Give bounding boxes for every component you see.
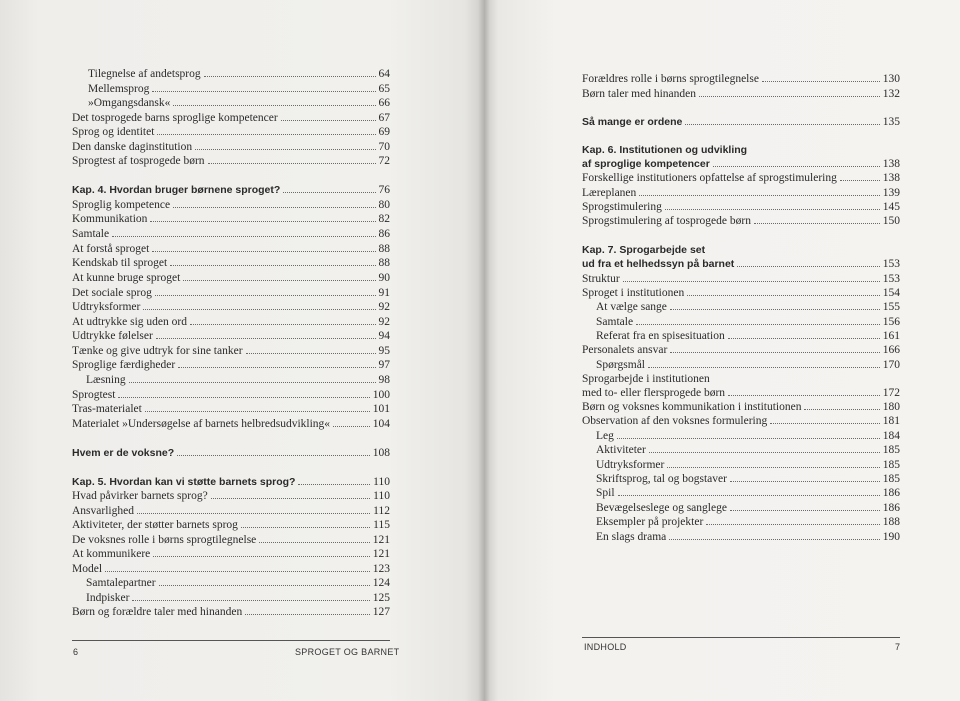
toc-entry [72, 562, 390, 576]
toc-entry-page: 132 [882, 88, 900, 100]
toc-entry [72, 504, 390, 518]
dot-leader [298, 475, 370, 485]
dot-leader [685, 115, 879, 125]
dot-leader [706, 515, 879, 525]
toc-entry [88, 67, 390, 81]
dot-leader [153, 547, 370, 557]
dot-leader [840, 171, 880, 181]
toc-entry-label: Sprogstimulering [582, 201, 662, 213]
toc-entry-page: 64 [378, 68, 390, 80]
toc-entry [582, 386, 900, 400]
toc-entry-page: 92 [378, 301, 390, 313]
toc-entry-page: 123 [372, 563, 390, 575]
dot-leader [208, 154, 376, 164]
toc-entry-label: Den danske daginstitution [72, 141, 193, 153]
toc-entry-label: Kendskab til sproget [72, 257, 168, 269]
toc-entry-label: Læreplanen [582, 187, 637, 199]
toc-entry-page: 188 [882, 516, 900, 528]
toc-entry [582, 87, 900, 101]
toc-entry [88, 96, 390, 110]
toc-entry-label: At udtrykke sig uden ord [72, 316, 187, 328]
toc-entry-page: 154 [882, 287, 900, 299]
toc-entry-label: At kunne bruge sproget [72, 272, 181, 284]
toc-entry [72, 242, 390, 256]
dot-leader [152, 82, 375, 92]
toc-entry [72, 111, 390, 125]
dot-leader [281, 111, 376, 121]
dot-leader [112, 227, 375, 237]
toc-entry [88, 82, 390, 96]
toc-entry-page: 127 [372, 606, 390, 618]
dot-leader [190, 315, 376, 325]
toc-entry [72, 475, 390, 489]
toc-entry-label: At vælge sange [596, 301, 667, 313]
chapter-heading: af sproglige kompetencer [582, 158, 710, 170]
toc-entry-label: Det tosprogede barns sproglige kompetencer [72, 112, 278, 124]
toc-entry-page: 186 [882, 487, 900, 499]
dot-leader [259, 533, 369, 543]
toc-entry [72, 446, 390, 460]
toc-entry-page: 161 [882, 330, 900, 342]
toc-entry-page: 108 [372, 447, 390, 459]
toc-entry-page: 130 [882, 73, 900, 85]
toc-entry-page: 67 [378, 112, 390, 124]
toc-entry-page: 166 [882, 344, 900, 356]
toc-entry-label: Børn og forældre taler med hinanden [72, 606, 243, 618]
dot-leader [159, 576, 370, 586]
toc-entry-label: Aktiviteter, der støtter barnets sprog [72, 519, 238, 531]
toc-entry [582, 171, 900, 185]
toc-entry-label: Tænke og give udtryk for sine tanker [72, 345, 243, 357]
toc-entry [72, 212, 390, 226]
toc-entry [72, 227, 390, 241]
toc-entry-page: 72 [378, 155, 390, 167]
toc-entry [72, 605, 390, 619]
toc-entry-page: 90 [378, 272, 390, 284]
toc-entry [596, 472, 900, 486]
dot-leader [170, 256, 375, 266]
toc-entry-label: Eksempler på projekter [596, 516, 704, 528]
running-title-left: SPROGET OG BARNET [295, 647, 400, 657]
toc-entry-page: 82 [378, 213, 390, 225]
toc-entry-page: 88 [378, 257, 390, 269]
toc-entry-label: Aktiviteter [596, 444, 646, 456]
dot-leader [730, 501, 880, 511]
toc-entry [582, 200, 900, 214]
toc-entry-label: Tilegnelse af andetsprog [88, 68, 201, 80]
dot-leader [132, 591, 369, 601]
toc-entry-label: Børn taler med hinanden [582, 88, 697, 100]
toc-entry-label: Leg [596, 430, 614, 442]
running-title-right: INDHOLD [584, 642, 627, 652]
toc-entry-page: 98 [378, 374, 390, 386]
toc-entry-label: »Omgangsdansk« [88, 97, 171, 109]
dot-leader [173, 96, 375, 106]
toc-entry-label: Tras-materialet [72, 403, 142, 415]
toc-entry [582, 72, 900, 86]
dot-leader [129, 373, 376, 383]
toc-entry-label: Hvad påvirker barnets sprog? [72, 490, 208, 502]
toc-entry-label: At forstå sproget [72, 243, 150, 255]
dot-leader [699, 87, 880, 97]
toc-entry-page: 80 [378, 199, 390, 211]
toc-entry [86, 373, 390, 387]
dot-leader [105, 562, 370, 572]
toc-entry [582, 400, 900, 414]
toc-entry-label: Spørgsmål [596, 359, 645, 371]
toc-entry [86, 591, 390, 605]
toc-entry [582, 243, 900, 257]
toc-entry-page: 153 [882, 273, 900, 285]
toc-entry [596, 486, 900, 500]
toc-entry [582, 115, 900, 129]
dot-leader [241, 518, 370, 528]
dot-leader [618, 486, 880, 496]
toc-entry-page: 184 [882, 430, 900, 442]
toc-entry-label: Udtryksformer [596, 459, 665, 471]
toc-entry-page: 185 [882, 459, 900, 471]
toc-entry [596, 329, 900, 343]
dot-leader [687, 286, 880, 296]
toc-entry-page: 66 [378, 97, 390, 109]
dot-leader [137, 504, 370, 514]
dot-leader [639, 186, 879, 196]
toc-entry [596, 515, 900, 529]
dot-leader [156, 329, 376, 339]
dot-leader [195, 140, 375, 150]
toc-entry-page: 138 [882, 158, 900, 170]
dot-leader [118, 388, 369, 398]
toc-entry-page: 92 [378, 316, 390, 328]
toc-entry [582, 286, 900, 300]
toc-entry-page: 110 [373, 476, 390, 488]
right-page [484, 0, 960, 701]
footer-rule-right [582, 637, 900, 638]
toc-entry [72, 183, 390, 197]
toc-entry [582, 414, 900, 428]
toc-entry [596, 300, 900, 314]
toc-entry [596, 443, 900, 457]
toc-entry [582, 157, 900, 171]
toc-entry-label: Bevægelseslege og sanglege [596, 502, 727, 514]
dot-leader [649, 443, 880, 453]
toc-entry-label: Kommunikation [72, 213, 148, 225]
toc-entry-page: 121 [372, 548, 390, 560]
toc-entry [596, 358, 900, 372]
dot-leader [770, 414, 880, 424]
toc-entry [582, 372, 900, 386]
toc-entry [72, 315, 390, 329]
toc-entry-page: 181 [882, 415, 900, 427]
toc-entry-page: 91 [378, 287, 390, 299]
toc-entry-page: 156 [882, 316, 900, 328]
toc-entry-page: 95 [378, 345, 390, 357]
toc-entry-page: 110 [373, 490, 390, 502]
toc-entry-page: 69 [378, 126, 390, 138]
toc-entry [582, 143, 900, 157]
toc-entry-label: Sproget i institutionen [582, 287, 685, 299]
toc-entry-label: At kommunikere [72, 548, 151, 560]
dot-leader [804, 400, 879, 410]
dot-leader [245, 605, 370, 615]
dot-leader [713, 157, 880, 167]
toc-entry [72, 140, 390, 154]
toc-entry [582, 272, 900, 286]
toc-entry-label: Sprogarbejde i institutionen [582, 373, 710, 385]
toc-entry-page: 139 [882, 187, 900, 199]
dot-leader [246, 344, 376, 354]
dot-leader [737, 257, 879, 267]
dot-leader [728, 386, 880, 396]
dot-leader [623, 272, 880, 282]
chapter-heading: Kap. 5. Hvordan kan vi støtte barnets sprog? [72, 476, 296, 488]
dot-leader [177, 446, 370, 456]
toc-entry-page: 186 [882, 502, 900, 514]
toc-entry [72, 489, 390, 503]
toc-entry-label: Børn og voksnes kommunikation i institutionen [582, 401, 802, 413]
toc-entry [72, 402, 390, 416]
chapter-heading: Så mange er ordene [582, 116, 683, 128]
toc-entry-label: Indpisker [86, 592, 130, 604]
toc-entry-page: 112 [373, 505, 390, 517]
toc-entry-label: Udtrykke følelser [72, 330, 153, 342]
toc-entry-page: 94 [378, 330, 390, 342]
toc-entry-page: 88 [378, 243, 390, 255]
toc-entry-page: 121 [372, 534, 390, 546]
toc-entry [582, 257, 900, 271]
dot-leader [178, 358, 375, 368]
toc-entry-label: Model [72, 563, 103, 575]
toc-entry-label: Forskellige institutioners opfattelse af sprogstimulering [582, 172, 837, 184]
toc-entry-page: 138 [882, 172, 900, 184]
toc-entry-page: 86 [378, 228, 390, 240]
toc-entry [72, 271, 390, 285]
toc-entry [72, 388, 390, 402]
toc-entry [72, 256, 390, 270]
dot-leader [283, 183, 375, 193]
toc-entry-page: 185 [882, 444, 900, 456]
toc-entry [596, 458, 900, 472]
toc-entry [596, 501, 900, 515]
toc-entry-page: 125 [372, 592, 390, 604]
toc-entry [582, 186, 900, 200]
toc-entry-label: Forældres rolle i børns sprogtilegnelse [582, 73, 759, 85]
dot-leader [762, 72, 880, 82]
toc-entry-page: 172 [882, 387, 900, 399]
dot-leader [150, 212, 375, 222]
toc-entry-label: Samtalepartner [86, 577, 156, 589]
toc-entry [596, 315, 900, 329]
toc-entry-page: 185 [882, 473, 900, 485]
dot-leader [183, 271, 375, 281]
toc-entry [72, 547, 390, 561]
toc-entry [72, 125, 390, 139]
toc-entry-label: De voksnes rolle i børns sprogtilegnelse [72, 534, 257, 546]
toc-entry-page: 170 [882, 359, 900, 371]
toc-entry-label: Sproglige færdigheder [72, 359, 176, 371]
dot-leader [143, 300, 375, 310]
toc-entry-page: 153 [882, 258, 900, 270]
toc-entry [596, 429, 900, 443]
dot-leader [670, 300, 880, 310]
dot-leader [157, 125, 375, 135]
dot-leader [204, 67, 376, 77]
dot-leader [667, 458, 879, 468]
toc-entry-page: 65 [378, 83, 390, 95]
chapter-heading: Hvem er de voksne? [72, 447, 175, 459]
toc-entry-label: Skriftsprog, tal og bogstaver [596, 473, 727, 485]
dot-leader [152, 242, 375, 252]
chapter-heading: ud fra et helhedssyn på barnet [582, 258, 735, 270]
toc-entry [72, 358, 390, 372]
toc-entry-page: 100 [372, 389, 390, 401]
toc-entry-page: 145 [882, 201, 900, 213]
toc-entry-label: Sproglig kompetence [72, 199, 171, 211]
dot-leader [617, 429, 880, 439]
toc-entry-page: 124 [372, 577, 390, 589]
toc-entry-page: 190 [882, 531, 900, 543]
dot-leader [670, 343, 879, 353]
book-spine [478, 0, 490, 701]
toc-entry-label: En slags drama [596, 531, 667, 543]
toc-entry [72, 518, 390, 532]
toc-entry-page: 70 [378, 141, 390, 153]
dot-leader [669, 530, 879, 540]
chapter-heading: Kap. 6. Institutionen og udvikling [582, 144, 748, 156]
toc-entry [72, 300, 390, 314]
toc-entry-page: 76 [378, 184, 390, 196]
toc-entry [72, 286, 390, 300]
dot-leader [211, 489, 370, 499]
toc-entry [582, 214, 900, 228]
dot-leader [730, 472, 880, 482]
toc-entry-label: Udtryksformer [72, 301, 141, 313]
toc-entry-page: 97 [378, 359, 390, 371]
toc-entry-page: 150 [882, 215, 900, 227]
page-number-left: 6 [73, 647, 79, 657]
chapter-heading: Kap. 7. Sprogarbejde set [582, 244, 706, 256]
toc-entry-label: Samtale [72, 228, 110, 240]
toc-entry-label: Struktur [582, 273, 620, 285]
toc-entry [72, 154, 390, 168]
toc-entry [72, 344, 390, 358]
dot-leader [333, 417, 370, 427]
toc-entry-label: med to- eller flersprogede børn [582, 387, 726, 399]
dot-leader [648, 358, 880, 368]
toc-entry [86, 576, 390, 590]
toc-entry-page: 101 [372, 403, 390, 415]
chapter-heading: Kap. 4. Hvordan bruger børnene sproget? [72, 184, 281, 196]
toc-entry [72, 417, 390, 431]
toc-entry-page: 155 [882, 301, 900, 313]
toc-entry-label: Mellemsprog [88, 83, 150, 95]
toc-entry-page: 135 [882, 116, 900, 128]
toc-entry-page: 115 [373, 519, 390, 531]
toc-entry-label: Observation af den voksnes formulering [582, 415, 768, 427]
toc-entry-label: Læsning [86, 374, 126, 386]
footer-rule-left [72, 640, 390, 641]
dot-leader [636, 315, 880, 325]
dot-leader [145, 402, 370, 412]
toc-entry-page: 104 [372, 418, 390, 430]
toc-entry [582, 343, 900, 357]
toc-entry-label: Referat fra en spisesituation [596, 330, 725, 342]
dot-leader [754, 214, 880, 224]
toc-entry-label: Samtale [596, 316, 634, 328]
toc-entry-label: Det sociale sprog [72, 287, 152, 299]
dot-leader [665, 200, 880, 210]
toc-entry-label: Sprog og identitet [72, 126, 155, 138]
toc-entry [72, 329, 390, 343]
dot-leader [155, 286, 376, 296]
toc-entry-label: Sprogstimulering af tosprogede børn [582, 215, 751, 227]
dot-leader [173, 198, 375, 208]
toc-entry-label: Spil [596, 487, 615, 499]
toc-entry [72, 533, 390, 547]
toc-entry [72, 198, 390, 212]
toc-entry-label: Ansvarlighed [72, 505, 134, 517]
page-number-right: 7 [895, 642, 901, 652]
toc-entry-label: Sprogtest af tosprogede børn [72, 155, 205, 167]
toc-entry [596, 530, 900, 544]
toc-entry-label: Sprogtest [72, 389, 116, 401]
toc-entry-page: 180 [882, 401, 900, 413]
toc-entry-label: Materialet »Undersøgelse af barnets helbredsudvikling« [72, 418, 331, 430]
dot-leader [728, 329, 880, 339]
toc-entry-label: Personalets ansvar [582, 344, 668, 356]
